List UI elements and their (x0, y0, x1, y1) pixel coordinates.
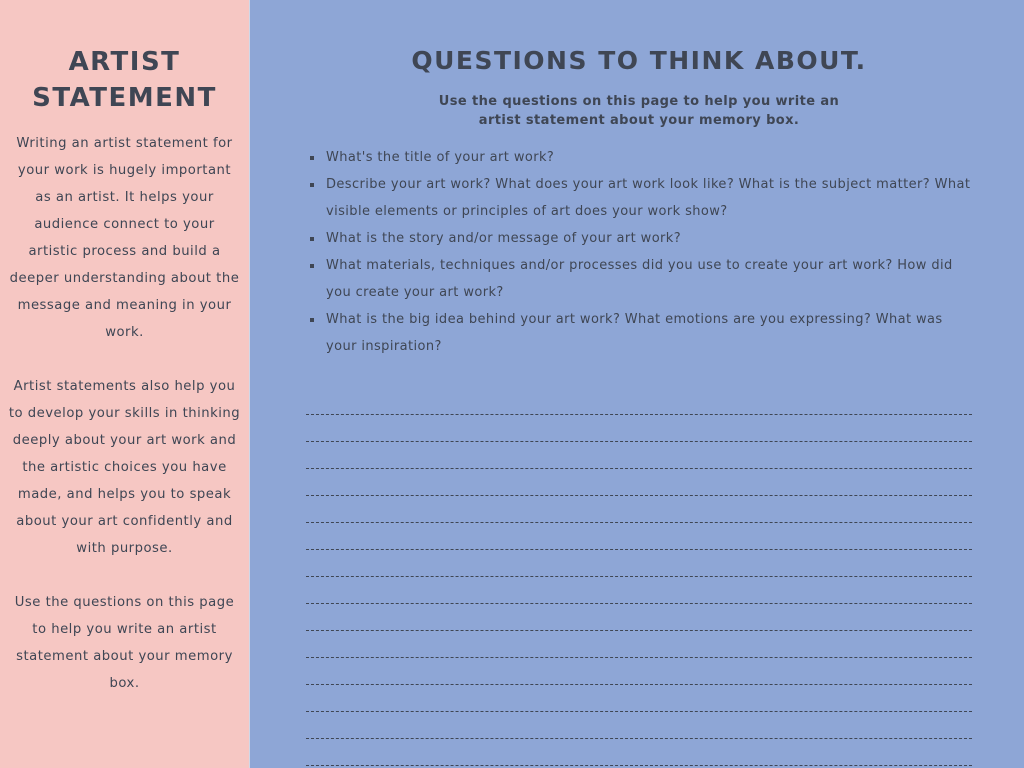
question-item-story: What is the story and/or message of your art work? (316, 225, 972, 252)
writing-line[interactable] (306, 550, 972, 577)
sidebar-title-line1: ARTIST (68, 47, 181, 77)
writing-line[interactable] (306, 496, 972, 523)
main-subtitle-line2: artist statement about your memory box. (478, 113, 800, 128)
main-panel (250, 0, 1024, 768)
writing-line[interactable] (306, 658, 972, 685)
question-item-materials: What materials, techniques and/or processes did you use to create your art work? How did you create your art work? (316, 252, 972, 306)
writing-area[interactable] (306, 388, 972, 766)
writing-line[interactable] (306, 631, 972, 658)
main-subtitle-line1: Use the questions on this page to help you write an (438, 94, 840, 109)
writing-line[interactable] (306, 604, 972, 631)
question-item-title: What's the title of your art work? (316, 144, 972, 171)
sidebar-paragraph-skills: Artist statements also help you to develop your skills in thinking deeply about your art work and the artistic choices you have made, and helps you to speak about your art confidently and with purpose. (8, 379, 241, 556)
writing-line[interactable] (306, 469, 972, 496)
sidebar (0, 0, 249, 768)
main-subtitle (429, 92, 849, 130)
sidebar-title (8, 44, 241, 116)
question-list (306, 144, 972, 360)
sidebar-paragraph-instructions: Use the questions on this page to help you write an artist statement about your memory box. (14, 595, 235, 691)
question-item-big-idea: What is the big idea behind your art work? What emotions are you expressing? What was your inspiration? (316, 306, 972, 360)
writing-line[interactable] (306, 415, 972, 442)
writing-line[interactable] (306, 685, 972, 712)
writing-line[interactable] (306, 712, 972, 739)
writing-line[interactable] (306, 739, 972, 766)
sidebar-title-line2: STATEMENT (32, 83, 217, 113)
writing-line[interactable] (306, 577, 972, 604)
main-title: QUESTIONS TO THINK ABOUT. (411, 46, 867, 75)
writing-line[interactable] (306, 523, 972, 550)
writing-line[interactable] (306, 388, 972, 415)
writing-line[interactable] (306, 442, 972, 469)
sidebar-paragraph-intro: Writing an artist statement for your work is hugely important as an artist. It helps your audience connect to your artistic process and build a deeper understanding about the message and meaning in your work. (9, 136, 240, 340)
question-item-describe: Describe your art work? What does your art work look like? What is the subject matter? What visible elements or principles of art does your work show? (316, 171, 972, 225)
